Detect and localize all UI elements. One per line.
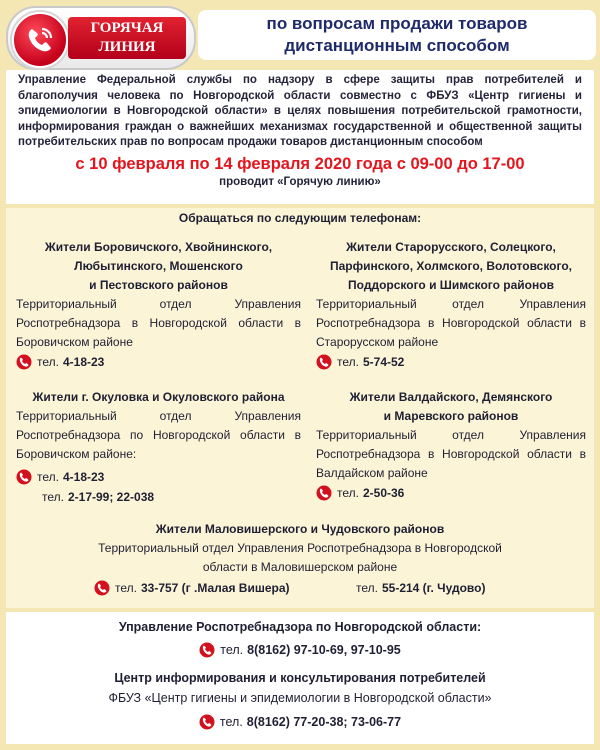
department-text: Территориальный отдел Управления Роспотребнадзора в Новгородской области в Валдайском районе bbox=[316, 428, 586, 480]
phone-icon bbox=[199, 642, 215, 658]
phone-icon bbox=[94, 580, 110, 596]
phone-icon bbox=[16, 354, 32, 370]
residents-line: Любытинского, Мошенского bbox=[74, 259, 243, 273]
tel-label: тел. bbox=[37, 354, 59, 369]
region-block-malaya-vishera bbox=[16, 520, 584, 599]
phone-row bbox=[16, 352, 301, 372]
phone-row bbox=[16, 577, 584, 599]
phone-icon bbox=[316, 354, 332, 370]
hotline-title-line1: ГОРЯЧАЯ bbox=[90, 20, 164, 36]
phone-number[interactable]: 4-18-23 bbox=[62, 469, 105, 484]
tel-label: тел. bbox=[220, 642, 244, 657]
phone-number[interactable]: 8(8162) 97-10-69, 97-10-95 bbox=[247, 642, 401, 657]
tel-label: тел. bbox=[115, 580, 137, 595]
contacts-panel bbox=[6, 612, 594, 744]
phone-entry bbox=[351, 578, 485, 598]
residents-line: Жители Старорусского, Солецкого, bbox=[346, 240, 556, 254]
region-block-staraya-russa bbox=[316, 238, 586, 372]
phone-number[interactable]: 2-50-36 bbox=[362, 485, 405, 500]
org-subtitle: ФБУЗ «Центр гигиены и эпидемиологии в Новгородской области» bbox=[108, 691, 492, 705]
hotline-title bbox=[68, 17, 186, 59]
department-text: Территориальный отдел Управления Роспотребнадзора в Новгородской области в Старорусском районе bbox=[316, 297, 586, 349]
phone-number[interactable]: 2-17-99; 22-038 bbox=[67, 489, 155, 504]
residents-line: Жители Боровичского, Хвойнинского, bbox=[44, 240, 273, 254]
phone-row bbox=[16, 467, 301, 487]
conduct-note: проводит «Горячую линию» bbox=[219, 175, 381, 188]
phone-number[interactable]: 4-18-23 bbox=[62, 354, 105, 369]
phone-number[interactable]: 8(8162) 77-20-38; 73-06-77 bbox=[246, 714, 402, 729]
tel-label: тел. bbox=[37, 469, 59, 484]
intro-panel bbox=[6, 70, 594, 204]
residents-line: Поддорского и Шимского районов bbox=[348, 278, 554, 292]
hotline-title-line2: ЛИНИЯ bbox=[98, 39, 156, 55]
hotline-badge bbox=[6, 6, 196, 70]
phone-row bbox=[316, 483, 586, 503]
region-block-okulovka bbox=[16, 388, 301, 507]
phone-icon bbox=[199, 714, 215, 730]
department-text: Территориальный отдел Управления Роспотребнадзора в Новгородской области в Маловишерском районе bbox=[98, 541, 502, 574]
hotline-dates: с 10 февраля по 14 февраля 2020 года с 09-00 до 17-00 bbox=[75, 154, 525, 173]
tel-label: тел. bbox=[337, 354, 359, 369]
residents-line: Жители Валдайского, Демянского bbox=[349, 390, 553, 404]
phone-row bbox=[316, 352, 586, 372]
region-block-borovichi bbox=[16, 238, 301, 372]
phone-row bbox=[6, 712, 594, 732]
residents-line: Жители Маловишерского и Чудовского районов bbox=[155, 522, 445, 536]
phone-icon bbox=[16, 469, 32, 485]
phone-number[interactable]: 33-757 (г .Малая Вишера) bbox=[140, 580, 290, 595]
region-block-valday bbox=[316, 388, 586, 503]
subject-title-line2: дистанционным способом bbox=[284, 36, 510, 55]
org-title: Центр информирования и консультирования потребителей bbox=[114, 671, 486, 685]
department-text: Территориальный отдел Управления Роспотребнадзора по Новгородской области в Боровичском районе: bbox=[16, 409, 301, 461]
phones-heading: Обращаться по следующим телефонам: bbox=[178, 211, 422, 225]
phones-section bbox=[6, 208, 594, 608]
subject-title bbox=[198, 10, 596, 60]
subject-title-line1: по вопросам продажи товаров bbox=[266, 14, 528, 33]
residents-line: Жители г. Окуловка и Окуловского района bbox=[32, 390, 285, 404]
tel-label: тел. bbox=[337, 485, 359, 500]
org-title: Управление Роспотребнадзора по Новгородской области: bbox=[118, 620, 482, 634]
phone-row bbox=[16, 487, 301, 507]
phone-number[interactable]: 5-74-52 bbox=[362, 354, 405, 369]
residents-line: и Маревского районов bbox=[383, 409, 519, 423]
residents-line: Парфинского, Холмского, Волотовского, bbox=[329, 259, 573, 273]
tel-label: тел. bbox=[219, 714, 243, 729]
residents-line: и Пестовского районов bbox=[89, 278, 228, 292]
phone-row bbox=[6, 640, 594, 660]
phone-icon bbox=[316, 485, 332, 501]
intro-text: Управление Федеральной службы по надзору в сфере защиты прав потребителей и благополучия человека по Новгородской области совместно с ФБУЗ «Центр гигиены и эпидемиологии в Новгородской области» в целях повышения потребительской грамотности, информирования граждан о важнейших механизмах государственной и общественной защиты потребительских прав по вопросам продажи товаров дистанционным способом bbox=[18, 74, 582, 148]
tel-label: тел. bbox=[42, 489, 64, 504]
phone-number[interactable]: 55-214 (г. Чудово) bbox=[381, 580, 486, 595]
department-text: Территориальный отдел Управления Роспотребнадзора в Новгородской области в Боровичском районе bbox=[16, 297, 301, 349]
phone-entry bbox=[94, 578, 290, 598]
tel-label: тел. bbox=[356, 580, 378, 595]
hotline-phone-icon bbox=[12, 12, 68, 68]
